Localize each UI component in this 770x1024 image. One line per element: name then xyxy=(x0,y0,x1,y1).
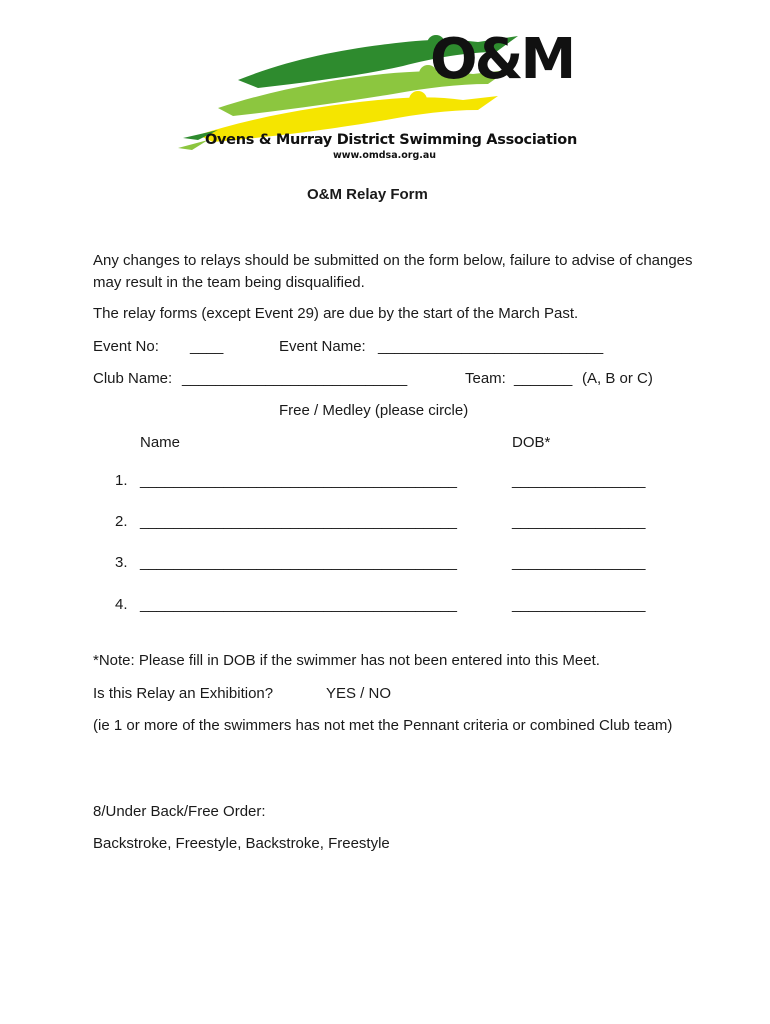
team-options: (A, B or C) xyxy=(582,370,653,387)
intro-text: Any changes to relays should be submitted on the form below, failure to advise of changes may result in the team being disqualified. xyxy=(93,252,693,291)
club-name-label: Club Name: xyxy=(93,370,173,387)
event-name-label: Event Name: xyxy=(279,338,366,355)
swimmer-dob-field[interactable]: ________________ xyxy=(512,554,646,571)
swimmer-name-field[interactable]: ______________________________________ xyxy=(140,554,458,571)
logo-url: www.omdsa.org.au xyxy=(333,150,437,161)
exhibition-options[interactable]: YES / NO xyxy=(326,685,392,702)
form-title: O&M Relay Form xyxy=(307,186,428,203)
due-note: The relay forms (except Event 29) are due by the start of the March Past. xyxy=(93,305,579,322)
row-number: 2. xyxy=(115,513,128,530)
column-name-header: Name xyxy=(140,434,181,451)
club-name-field[interactable]: ___________________________ xyxy=(182,370,408,387)
order-text: Backstroke, Freestyle, Backstroke, Freestyle xyxy=(93,835,390,852)
swimmer-name-field[interactable]: ______________________________________ xyxy=(140,596,458,613)
swimmer-dob-field[interactable]: ________________ xyxy=(512,596,646,613)
event-no-field[interactable]: ____ xyxy=(190,338,224,355)
event-no-label: Event No: xyxy=(93,338,159,355)
row-number: 3. xyxy=(115,554,128,571)
logo-monogram: O&M xyxy=(430,27,574,92)
order-heading: 8/Under Back/Free Order: xyxy=(93,803,266,820)
event-name-field[interactable]: ___________________________ xyxy=(378,338,604,355)
logo-org-name: Ovens & Murray District Swimming Association xyxy=(205,132,577,148)
dob-note: *Note: Please fill in DOB if the swimmer has not been entered into this Meet. xyxy=(93,652,600,669)
swimmer-name-field[interactable]: ______________________________________ xyxy=(140,513,458,530)
row-number: 4. xyxy=(115,596,128,613)
column-dob-header: DOB* xyxy=(512,434,551,451)
team-label: Team: xyxy=(465,370,506,387)
swimmer-name-field[interactable]: ______________________________________ xyxy=(140,472,458,489)
exhibition-question: Is this Relay an Exhibition? xyxy=(93,685,274,702)
team-field[interactable]: _______ xyxy=(514,370,573,387)
row-number: 1. xyxy=(115,472,128,489)
stroke-choice[interactable]: Free / Medley (please circle) xyxy=(279,402,469,419)
swimmer-dob-field[interactable]: ________________ xyxy=(512,513,646,530)
exhibition-note: (ie 1 or more of the swimmers has not met the Pennant criteria or combined Club team) xyxy=(93,717,673,734)
swimmer-dob-field[interactable]: ________________ xyxy=(512,472,646,489)
